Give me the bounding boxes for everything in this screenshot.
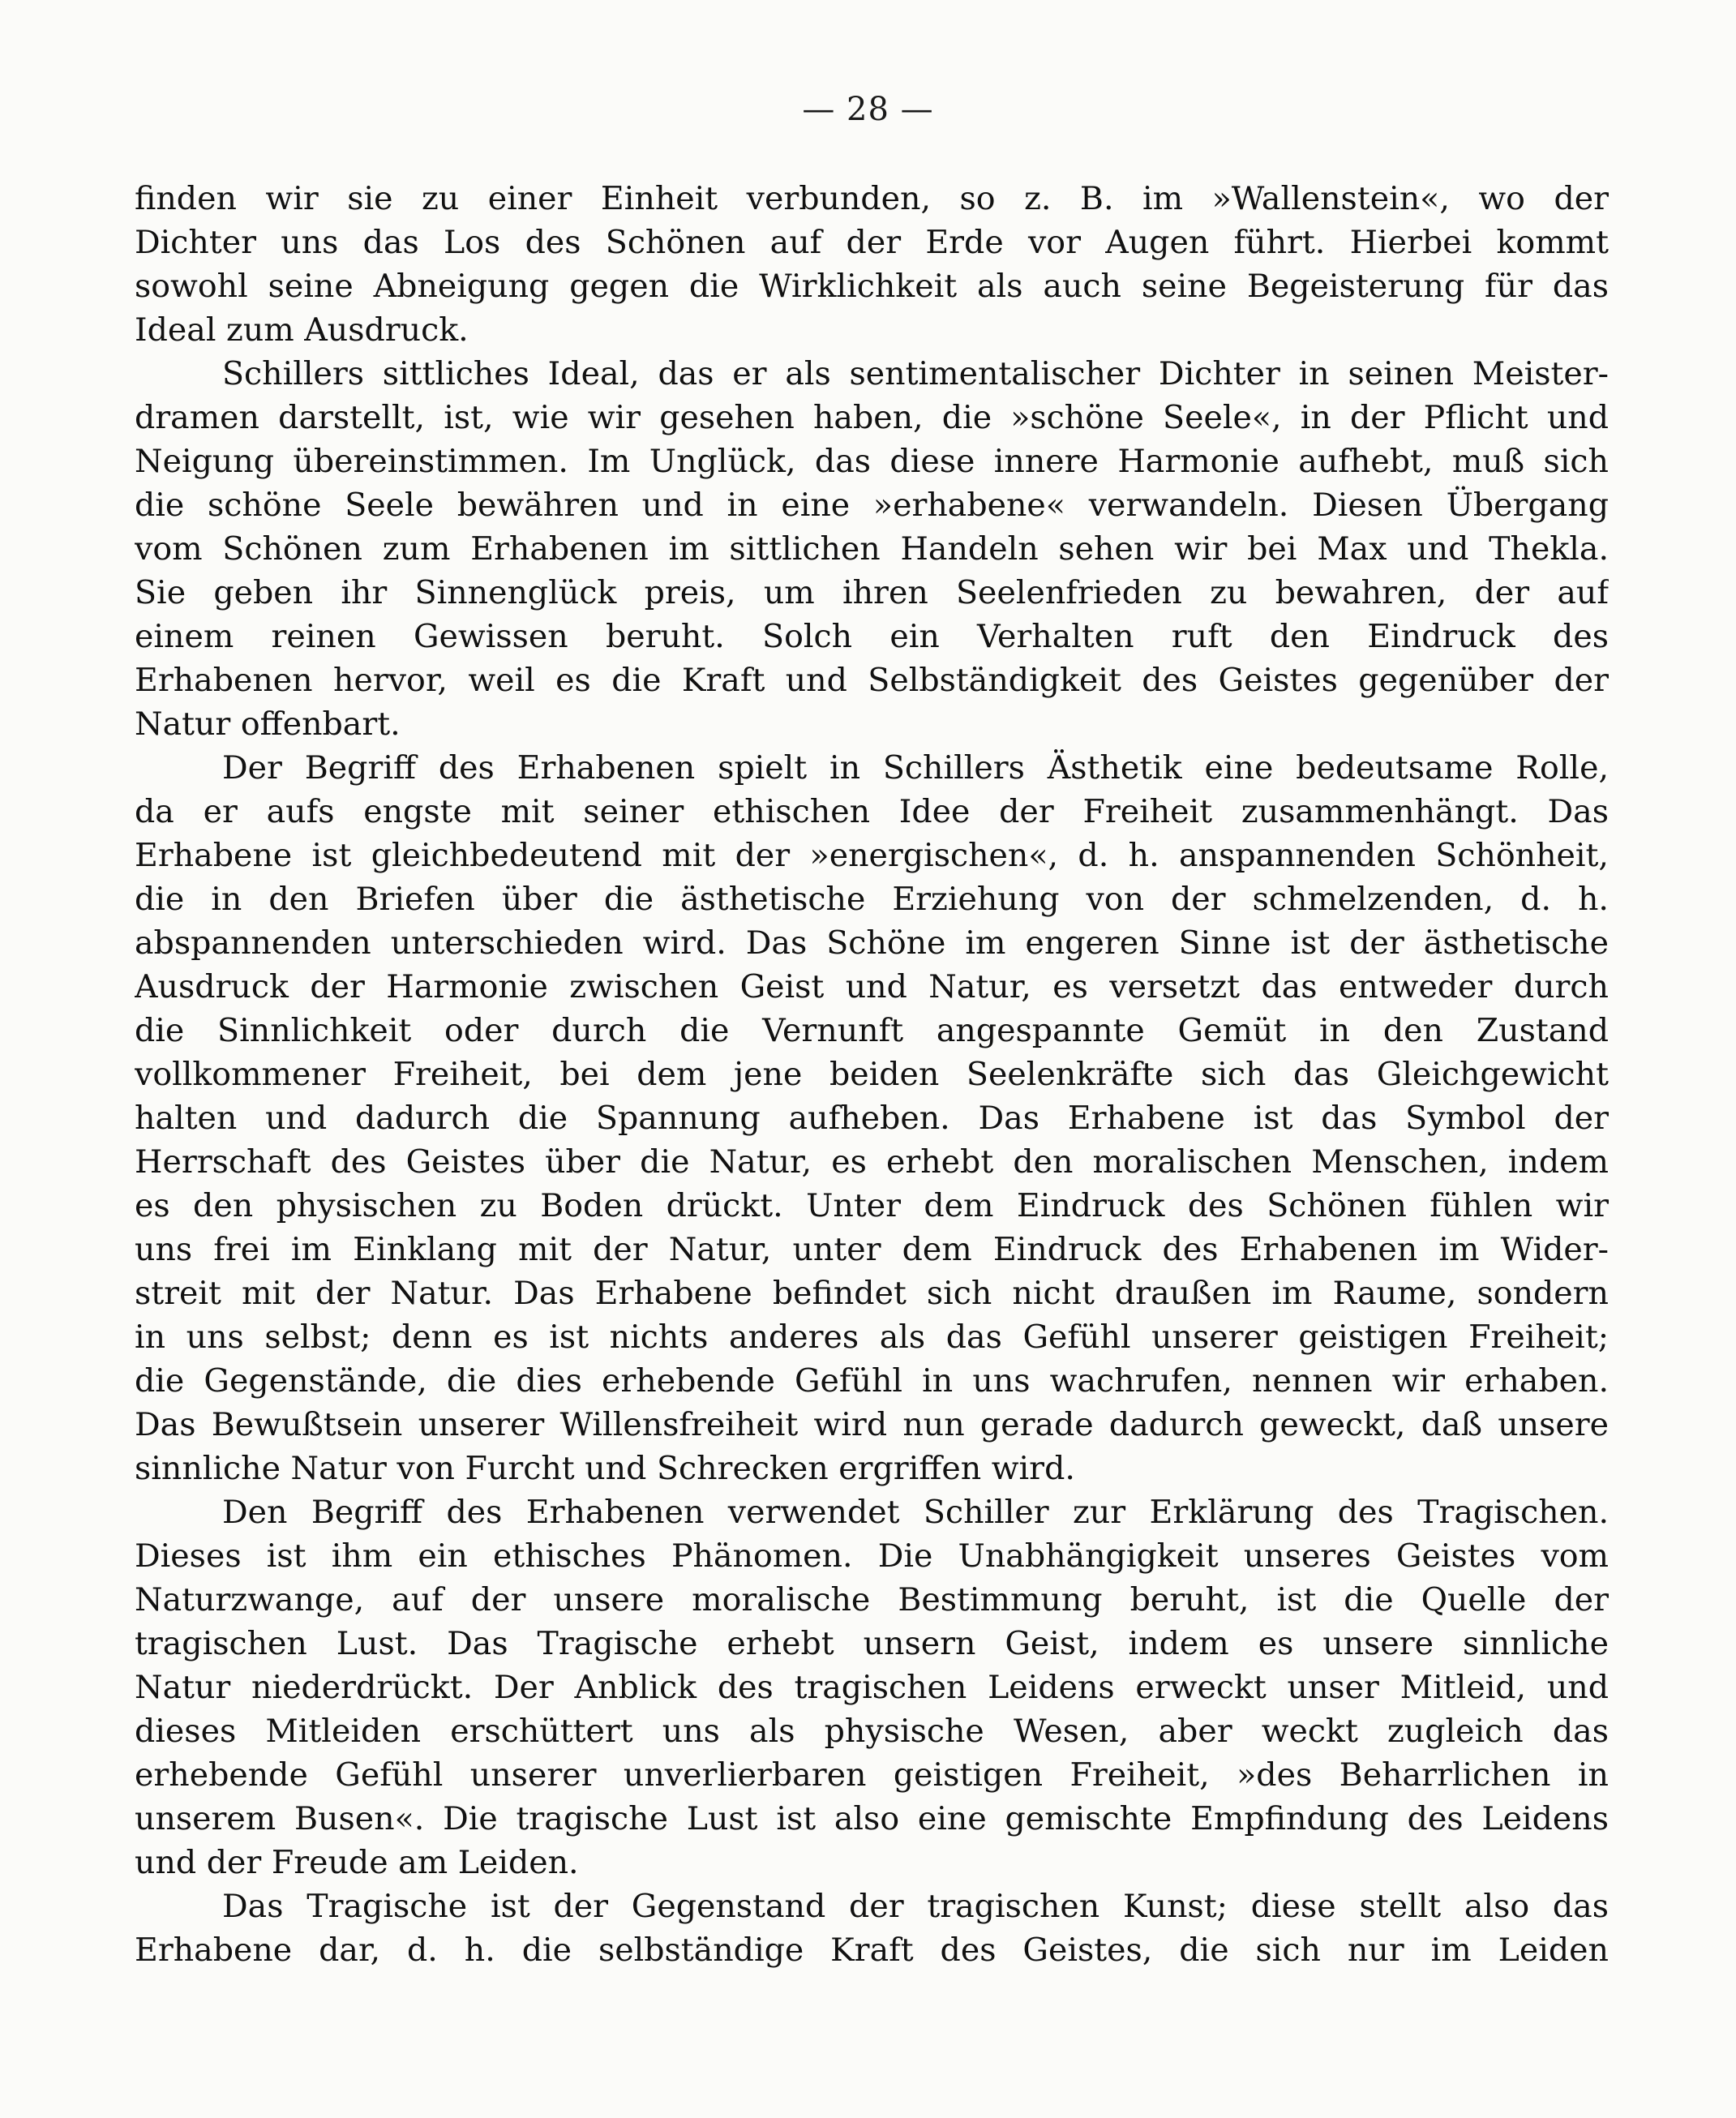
paragraph <box>135 1884 1609 1972</box>
text-line: Dieses ist ihm ein ethisches Phänomen. Die Unabhängigkeit unseres Geistes vom <box>135 1537 1609 1575</box>
text-line: Schillers sittliches Ideal, das er als sentimentalischer Dichter in seinen Meister- <box>222 355 1609 392</box>
text-line: dramen darstellt, ist, wie wir gesehen haben, die »schöne Seele«, in der Pflicht und <box>135 399 1609 436</box>
paragraph <box>135 746 1609 1490</box>
text-line: abspannenden unterschieden wird. Das Schöne im engeren Sinne ist der ästhetische <box>135 924 1609 962</box>
text-line: uns frei im Einklang mit der Natur, unter dem Eindruck des Erhabenen im Wider- <box>135 1231 1609 1268</box>
text-line: Ideal zum Ausdruck. <box>135 311 469 349</box>
text-line: Den Begriff des Erhabenen verwendet Schiller zur Erklärung des Tragischen. <box>222 1494 1609 1531</box>
text-line: die schöne Seele bewähren und in eine »erhabene« verwandeln. Diesen Übergang <box>135 487 1609 524</box>
paragraph <box>135 1490 1609 1884</box>
text-line: finden wir sie zu einer Einheit verbunden, so z. B. im »Wallenstein«, wo der <box>135 180 1609 217</box>
text-line: es den physischen zu Boden drückt. Unter dem Eindruck des Schönen fühlen wir <box>135 1187 1609 1224</box>
text-line: vollkommener Freiheit, bei dem jene beiden Seelenkräfte sich das Gleichgewicht <box>135 1056 1609 1093</box>
text-line: Naturzwange, auf der unsere moralische Bestimmung beruht, ist die Quelle der <box>135 1581 1609 1619</box>
text-line: in uns selbst; denn es ist nichts anderes als das Gefühl unserer geistigen Freiheit; <box>135 1318 1609 1356</box>
text-line: Erhabene ist gleichbedeutend mit der »energischen«, d. h. anspannenden Schönheit, <box>135 837 1609 874</box>
text-line: Dichter uns das Los des Schönen auf der Erde vor Augen führt. Hierbei kommt <box>135 224 1609 261</box>
paragraph <box>135 177 1609 352</box>
text-line: Ausdruck der Harmonie zwischen Geist und Natur, es versetzt das entweder durch <box>135 968 1609 1005</box>
text-line: erhebende Gefühl unserer unverlierbaren geistigen Freiheit, »des Beharrlichen in <box>135 1756 1609 1794</box>
text-line: dieses Mitleiden erschüttert uns als physische Wesen, aber weckt zugleich das <box>135 1713 1609 1750</box>
text-line: da er aufs engste mit seiner ethischen Idee der Freiheit zusammenhängt. Das <box>135 793 1609 830</box>
text-line: Natur offenbart. <box>135 705 401 743</box>
text-line: Neigung übereinstimmen. Im Unglück, das diese innere Harmonie aufhebt, muß sich <box>135 443 1609 480</box>
text-line: Natur niederdrückt. Der Anblick des tragischen Leidens erweckt unser Mitleid, und <box>135 1669 1609 1706</box>
text-line: Herrschaft des Geistes über die Natur, es erhebt den moralischen Menschen, indem <box>135 1143 1609 1181</box>
paragraph <box>135 352 1609 746</box>
text-line: tragischen Lust. Das Tragische erhebt unsern Geist, indem es unsere sinnliche <box>135 1625 1609 1662</box>
text-line: Erhabene dar, d. h. die selbständige Kraft des Geistes, die sich nur im Leiden <box>135 1931 1609 1969</box>
text-line: halten und dadurch die Spannung aufheben. Das Erhabene ist das Symbol der <box>135 1100 1609 1137</box>
text-line: sinnliche Natur von Furcht und Schrecken ergriffen wird. <box>135 1450 1075 1487</box>
text-line: Erhabenen hervor, weil es die Kraft und Selbständigkeit des Geistes gegenüber der <box>135 662 1609 699</box>
page-number: — 28 — <box>802 91 934 128</box>
text-line: streit mit der Natur. Das Erhabene befindet sich nicht draußen im Raume, sondern <box>135 1275 1609 1312</box>
text-line: die Gegenstände, die dies erhebende Gefühl in uns wachrufen, nennen wir erhaben. <box>135 1362 1609 1400</box>
text-line: vom Schönen zum Erhabenen im sittlichen Handeln sehen wir bei Max und Thekla. <box>135 530 1609 568</box>
text-line: Der Begriff des Erhabenen spielt in Schillers Ästhetik eine bedeutsame Rolle, <box>222 749 1609 787</box>
text-line: die Sinnlichkeit oder durch die Vernunft angespannte Gemüt in den Zustand <box>135 1012 1609 1049</box>
text-line: und der Freude am Leiden. <box>135 1844 579 1881</box>
text-line: Das Tragische ist der Gegenstand der tragischen Kunst; diese stellt also das <box>222 1888 1609 1925</box>
text-line: die in den Briefen über die ästhetische Erziehung von der schmelzenden, d. h. <box>135 881 1609 918</box>
body-text <box>135 177 1609 1972</box>
text-line: sowohl seine Abneigung gegen die Wirklichkeit als auch seine Begeisterung für das <box>135 268 1609 305</box>
text-line: unserem Busen«. Die tragische Lust ist also eine gemischte Empfindung des Leidens <box>135 1800 1609 1837</box>
text-line: einem reinen Gewissen beruht. Solch ein Verhalten ruft den Eindruck des <box>135 618 1609 655</box>
text-line: Das Bewußtsein unserer Willensfreiheit wird nun gerade dadurch geweckt, daß unsere <box>135 1406 1609 1443</box>
text-line: Sie geben ihr Sinnenglück preis, um ihren Seelenfrieden zu bewahren, der auf <box>135 574 1609 611</box>
